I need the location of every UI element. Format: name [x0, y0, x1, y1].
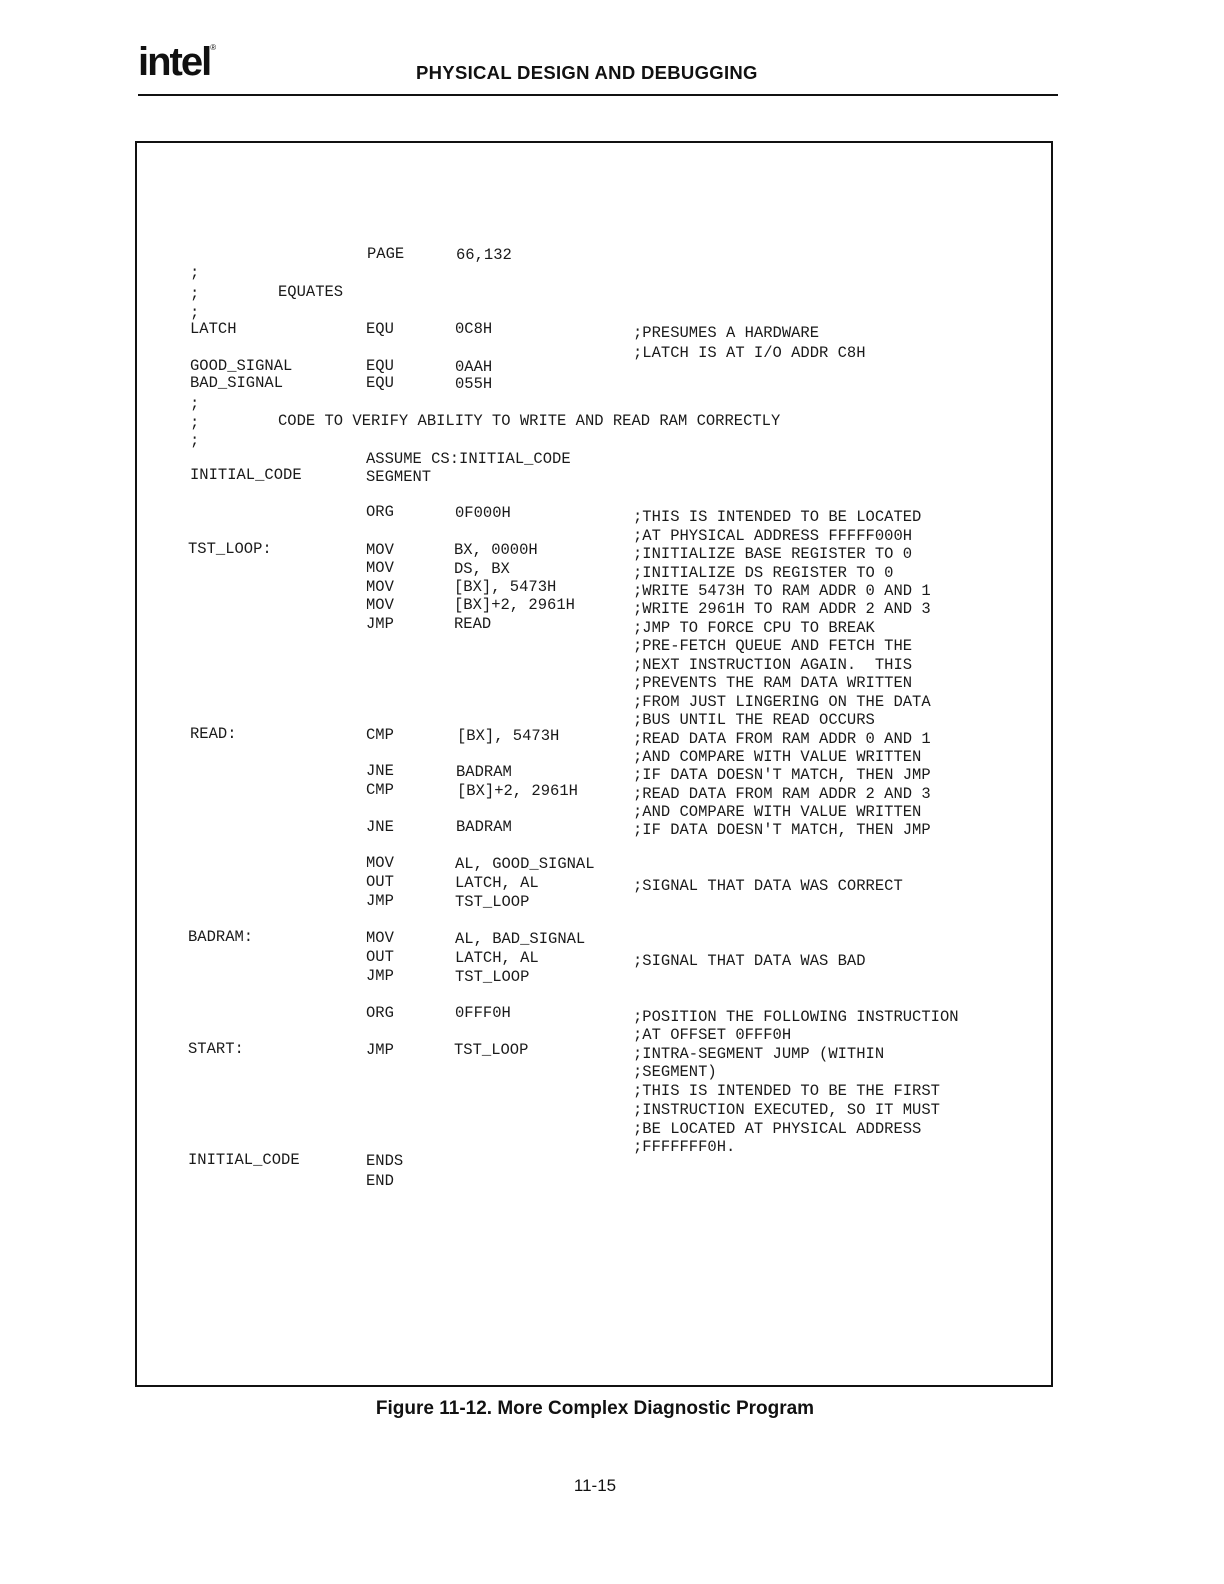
code-opcode: OUT: [366, 873, 394, 891]
header-rule: [138, 94, 1058, 96]
code-operand: TST_LOOP: [455, 968, 530, 986]
code-opcode: CMP: [366, 726, 394, 744]
code-opcode: MOV: [366, 541, 394, 559]
code-operand: 0FFF0H: [455, 1004, 511, 1022]
code-comment: ;FFFFFFF0H.: [633, 1138, 736, 1156]
equates-heading: EQUATES: [278, 283, 344, 301]
code-operand: 0F000H: [455, 504, 511, 522]
code-operand: BADRAM: [456, 763, 512, 781]
code-operand: TST_LOOP: [454, 1041, 529, 1059]
code-label: BAD_SIGNAL: [190, 374, 284, 392]
code-comment: ;PREVENTS THE RAM DATA WRITTEN: [633, 674, 913, 692]
code-opcode: MOV: [366, 578, 394, 596]
code-opcode: MOV: [366, 596, 394, 614]
code-opcode: JMP: [366, 892, 394, 910]
code-operand: BADRAM: [456, 818, 512, 836]
code-comment: ;INTRA-SEGMENT JUMP (WITHIN: [633, 1045, 885, 1063]
section-comment: CODE TO VERIFY ABILITY TO WRITE AND READ RAM CORRECTLY: [278, 412, 781, 430]
code-label: INITIAL_CODE: [190, 466, 302, 484]
code-label: LATCH: [190, 320, 237, 338]
code-comment-marker: ;: [190, 304, 200, 322]
code-opcode: JMP: [366, 967, 394, 985]
code-opcode: JMP: [366, 1041, 394, 1059]
code-comment-marker: ;: [190, 414, 200, 432]
code-operand: LATCH, AL: [455, 949, 539, 967]
code-comment: ;AT PHYSICAL ADDRESS FFFFF000H: [633, 527, 913, 545]
code-opcode: ORG: [366, 1004, 394, 1022]
code-label: INITIAL_CODE: [188, 1151, 300, 1169]
code-comment: ;AT OFFSET 0FFF0H: [633, 1026, 792, 1044]
code-opcode: OUT: [366, 948, 394, 966]
code-opcode: CMP: [366, 781, 394, 799]
code-opcode: EQU: [366, 374, 394, 392]
page-number: 11-15: [573, 1476, 617, 1495]
code-operand: BX, 0000H: [454, 541, 538, 559]
code-label: START:: [188, 1040, 244, 1058]
code-opcode: ENDS: [366, 1152, 404, 1170]
code-comment: ;PRESUMES A HARDWARE: [633, 324, 820, 342]
figure-caption: Figure 11-12. More Complex Diagnostic Program: [375, 1398, 815, 1419]
code-opcode: MOV: [366, 559, 394, 577]
code-operand: 055H: [455, 375, 493, 393]
code-comment: ;BUS UNTIL THE READ OCCURS: [633, 711, 875, 729]
code-opcode: MOV: [366, 854, 394, 872]
code-operand: TST_LOOP: [455, 893, 530, 911]
code-operand: LATCH, AL: [455, 874, 539, 892]
code-label: READ:: [190, 725, 237, 743]
code-opcode: PAGE: [367, 245, 405, 263]
code-comment: ;INITIALIZE DS REGISTER TO 0: [633, 564, 894, 582]
code-operand: AL, GOOD_SIGNAL: [455, 855, 595, 873]
code-comment: ;THIS IS INTENDED TO BE THE FIRST: [633, 1082, 940, 1100]
code-comment: ;FROM JUST LINGERING ON THE DATA: [633, 693, 931, 711]
code-opcode: END: [366, 1172, 394, 1190]
code-comment: ;WRITE 5473H TO RAM ADDR 0 AND 1: [633, 582, 931, 600]
code-opcode: SEGMENT: [366, 468, 432, 486]
code-comment-marker: ;: [190, 285, 200, 303]
code-comment: ;INITIALIZE BASE REGISTER TO 0: [633, 545, 913, 563]
code-comment: ;JMP TO FORCE CPU TO BREAK: [633, 619, 875, 637]
code-operand: [BX]+2, 2961H: [454, 596, 575, 614]
code-comment: ;IF DATA DOESN'T MATCH, THEN JMP: [633, 821, 931, 839]
code-operand: 0C8H: [455, 320, 493, 338]
code-comment: ;READ DATA FROM RAM ADDR 0 AND 1: [633, 730, 931, 748]
code-operand: READ: [454, 615, 492, 633]
code-comment: ;AND COMPARE WITH VALUE WRITTEN: [633, 748, 922, 766]
code-comment: ;AND COMPARE WITH VALUE WRITTEN: [633, 803, 922, 821]
code-opcode: EQU: [366, 320, 394, 338]
intel-logo: intel®: [138, 40, 217, 84]
code-operand: [BX], 5473H: [454, 578, 557, 596]
assume-directive: ASSUME CS:INITIAL_CODE: [366, 450, 571, 468]
code-comment: ;INSTRUCTION EXECUTED, SO IT MUST: [633, 1101, 940, 1119]
code-opcode: JMP: [366, 615, 394, 633]
code-comment: ;BE LOCATED AT PHYSICAL ADDRESS: [633, 1120, 922, 1138]
code-opcode: MOV: [366, 929, 394, 947]
code-label: TST_LOOP:: [188, 540, 272, 558]
code-operand: [BX], 5473H: [457, 727, 560, 745]
code-label: GOOD_SIGNAL: [190, 357, 293, 375]
code-operand: AL, BAD_SIGNAL: [455, 930, 586, 948]
code-comment: ;NEXT INSTRUCTION AGAIN. THIS: [633, 656, 913, 674]
code-operand: DS, BX: [454, 560, 510, 578]
code-comment: ;WRITE 2961H TO RAM ADDR 2 AND 3: [633, 600, 931, 618]
code-opcode: ORG: [366, 503, 394, 521]
code-comment: ;IF DATA DOESN'T MATCH, THEN JMP: [633, 766, 931, 784]
code-label: BADRAM:: [188, 928, 254, 946]
code-comment: ;POSITION THE FOLLOWING INSTRUCTION: [633, 1008, 959, 1026]
code-comment: ;PRE-FETCH QUEUE AND FETCH THE: [633, 637, 913, 655]
code-opcode: JNE: [366, 762, 394, 780]
code-comment-marker: ;: [190, 395, 200, 413]
code-comment: ;LATCH IS AT I/O ADDR C8H: [633, 344, 866, 362]
code-comment: ;SIGNAL THAT DATA WAS BAD: [633, 952, 866, 970]
code-operand: 0AAH: [455, 358, 493, 376]
code-comment-marker: ;: [190, 432, 200, 450]
code-opcode: JNE: [366, 818, 394, 836]
code-comment: ;THIS IS INTENDED TO BE LOCATED: [633, 508, 922, 526]
code-operand: 66,132: [456, 246, 512, 264]
code-comment: ;SIGNAL THAT DATA WAS CORRECT: [633, 877, 903, 895]
code-operand: [BX]+2, 2961H: [457, 782, 578, 800]
page-header-title: PHYSICAL DESIGN AND DEBUGGING: [416, 62, 758, 83]
code-opcode: EQU: [366, 357, 394, 375]
code-comment: ;READ DATA FROM RAM ADDR 2 AND 3: [633, 785, 931, 803]
code-comment-marker: ;: [190, 264, 200, 282]
code-comment: ;SEGMENT): [633, 1063, 717, 1081]
